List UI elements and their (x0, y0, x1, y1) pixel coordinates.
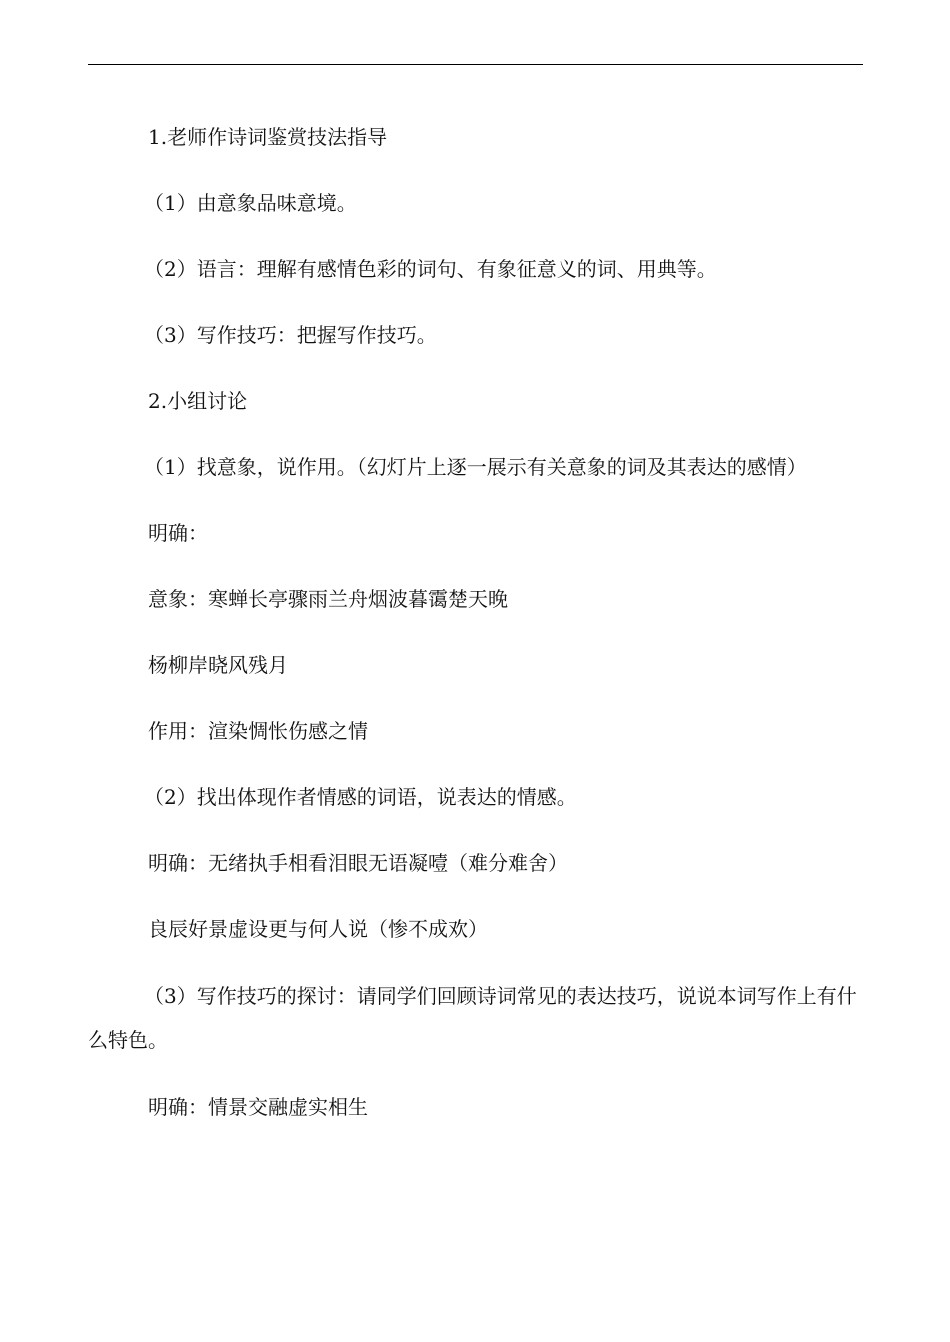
paragraph: 明确：无绪执手相看泪眼无语凝噎（难分难舍） (148, 851, 568, 875)
paragraph: （2）找出体现作者情感的词语，说表达的情感。 (144, 785, 577, 809)
paragraph: 作用：渲染惆怅伤感之情 (148, 719, 368, 743)
paragraph: 杨柳岸晓风残月 (148, 653, 288, 677)
paragraph: （1）找意象，说作用。（幻灯片上逐一展示有关意象的词及其表达的感情） (144, 455, 807, 479)
paragraph: 明确： (148, 521, 208, 545)
paragraph-heading-2: 2.小组讨论 (148, 389, 248, 413)
paragraph: 良辰好景虚设更与何人说（惨不成欢） (148, 917, 488, 941)
header-rule (88, 64, 863, 65)
paragraph: 意象：寒蝉长亭骤雨兰舟烟波暮霭楚天晚 (148, 587, 508, 611)
paragraph-wrapped: （3）写作技巧的探讨：请同学们回顾诗词常见的表达技巧，说说本词写作上有什么特色。 (88, 984, 857, 1052)
paragraph: （1）由意象品味意境。 (144, 191, 357, 215)
paragraph: （3）写作技巧：把握写作技巧。 (144, 323, 437, 347)
paragraph-heading-1: 1.老师作诗词鉴赏技法指导 (148, 125, 388, 149)
paragraph: 明确：情景交融虚实相生 (148, 1095, 368, 1119)
paragraph: （2）语言：理解有感情色彩的词句、有象征意义的词、用典等。 (144, 257, 717, 281)
